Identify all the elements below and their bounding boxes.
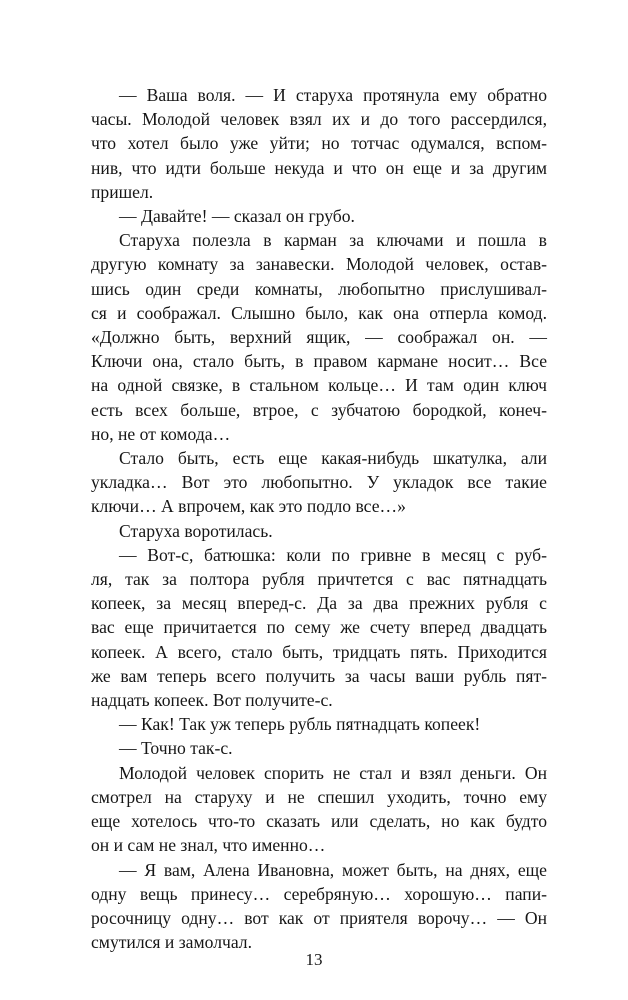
paragraph <box>91 858 547 955</box>
text-line: вас еще причитается по сему же счету вперед двадцать <box>91 617 547 638</box>
text-line: — Ваша воля. — И старуха протянула ему обратно <box>119 85 547 105</box>
text-line: — Я вам, Алена Ивановна, может быть, на днях, еще <box>119 859 547 880</box>
text-line: другую комнату за занавески. Молодой человек, остав- <box>91 254 547 275</box>
text-line: но, не от комода… <box>91 423 231 444</box>
text-line: он и сам не знал, что именно… <box>91 835 326 856</box>
text-line: — Давайте! — сказал он грубо. <box>119 206 355 227</box>
text-line: Старуха полезла в карман за ключами и пошла в <box>119 230 547 251</box>
text-line: на одной связке, в стальном кольце… И там один ключ <box>91 375 547 396</box>
body-text <box>91 83 547 954</box>
text-line: что хотел было уже уйти; но тотчас одумался, вспом- <box>91 133 547 154</box>
paragraph <box>91 228 547 446</box>
text-line: Стало быть, есть еще какая-нибудь шкатулка, али <box>119 448 547 469</box>
text-line: надцать копеек. Вот получите-с. <box>91 690 333 711</box>
text-line: — Точно так-с. <box>119 738 233 759</box>
text-line: ся и соображал. Слышно было, как она отперла комод. <box>91 302 547 323</box>
text-line: смотрел на старуху и не спешил уходить, точно ему <box>91 786 547 807</box>
text-line: пришел. <box>91 181 154 202</box>
text-line: же вам теперь всего получить за часы ваши рубль пят- <box>91 665 547 686</box>
text-line: часы. Молодой человек взял их и до того рассердился, <box>91 109 547 130</box>
paragraph <box>91 736 547 760</box>
text-line: нив, что идти больше некуда и что он еще и за другим <box>91 157 547 178</box>
paragraph <box>91 712 547 736</box>
paragraph <box>91 446 547 519</box>
text-line: ключи… А впрочем, как это подло все…» <box>91 496 406 517</box>
text-line: еще хотелось что-то сказать или сделать, но как будто <box>91 811 547 832</box>
paragraph <box>91 761 547 858</box>
paragraph <box>91 83 547 204</box>
paragraph <box>91 543 547 712</box>
paragraph <box>91 204 547 228</box>
paragraph <box>91 519 547 543</box>
text-line: — Как! Так уж теперь рубль пятнадцать копеек! <box>119 714 481 735</box>
text-line: копеек, за месяц вперед-с. Да за два прежних рубля с <box>91 593 547 614</box>
text-line: Ключи она, стало быть, в правом кармане носит… Все <box>91 351 547 372</box>
text-line: есть всех больше, втрое, с зубчатою бородкой, конеч- <box>91 399 547 420</box>
text-line: копеек. А всего, стало быть, тридцать пять. Приходится <box>91 641 547 662</box>
text-line: Молодой человек спорить не стал и взял деньги. Он <box>119 762 547 783</box>
text-line: смутился и замолчал. <box>91 932 252 953</box>
text-line: ля, так за полтора рубля причтется с вас пятнадцать <box>91 569 547 590</box>
page-number: 13 <box>305 950 323 969</box>
text-line: — Вот-с, батюшка: коли по гривне в месяц с руб- <box>119 544 547 565</box>
text-line: укладка… Вот это любопытно. У укладок все такие <box>91 472 547 493</box>
text-line: «Должно быть, верхний ящик, — соображал он. — <box>91 327 547 348</box>
text-line: росочницу одну… вот как от приятеля ворочу… — Он <box>91 907 547 928</box>
text-line: шись один среди комнаты, любопытно прислушивал- <box>91 278 547 299</box>
text-line: одну вещь принесу… серебряную… хорошую… папи- <box>91 883 547 904</box>
text-line: Старуха воротилась. <box>119 520 273 541</box>
